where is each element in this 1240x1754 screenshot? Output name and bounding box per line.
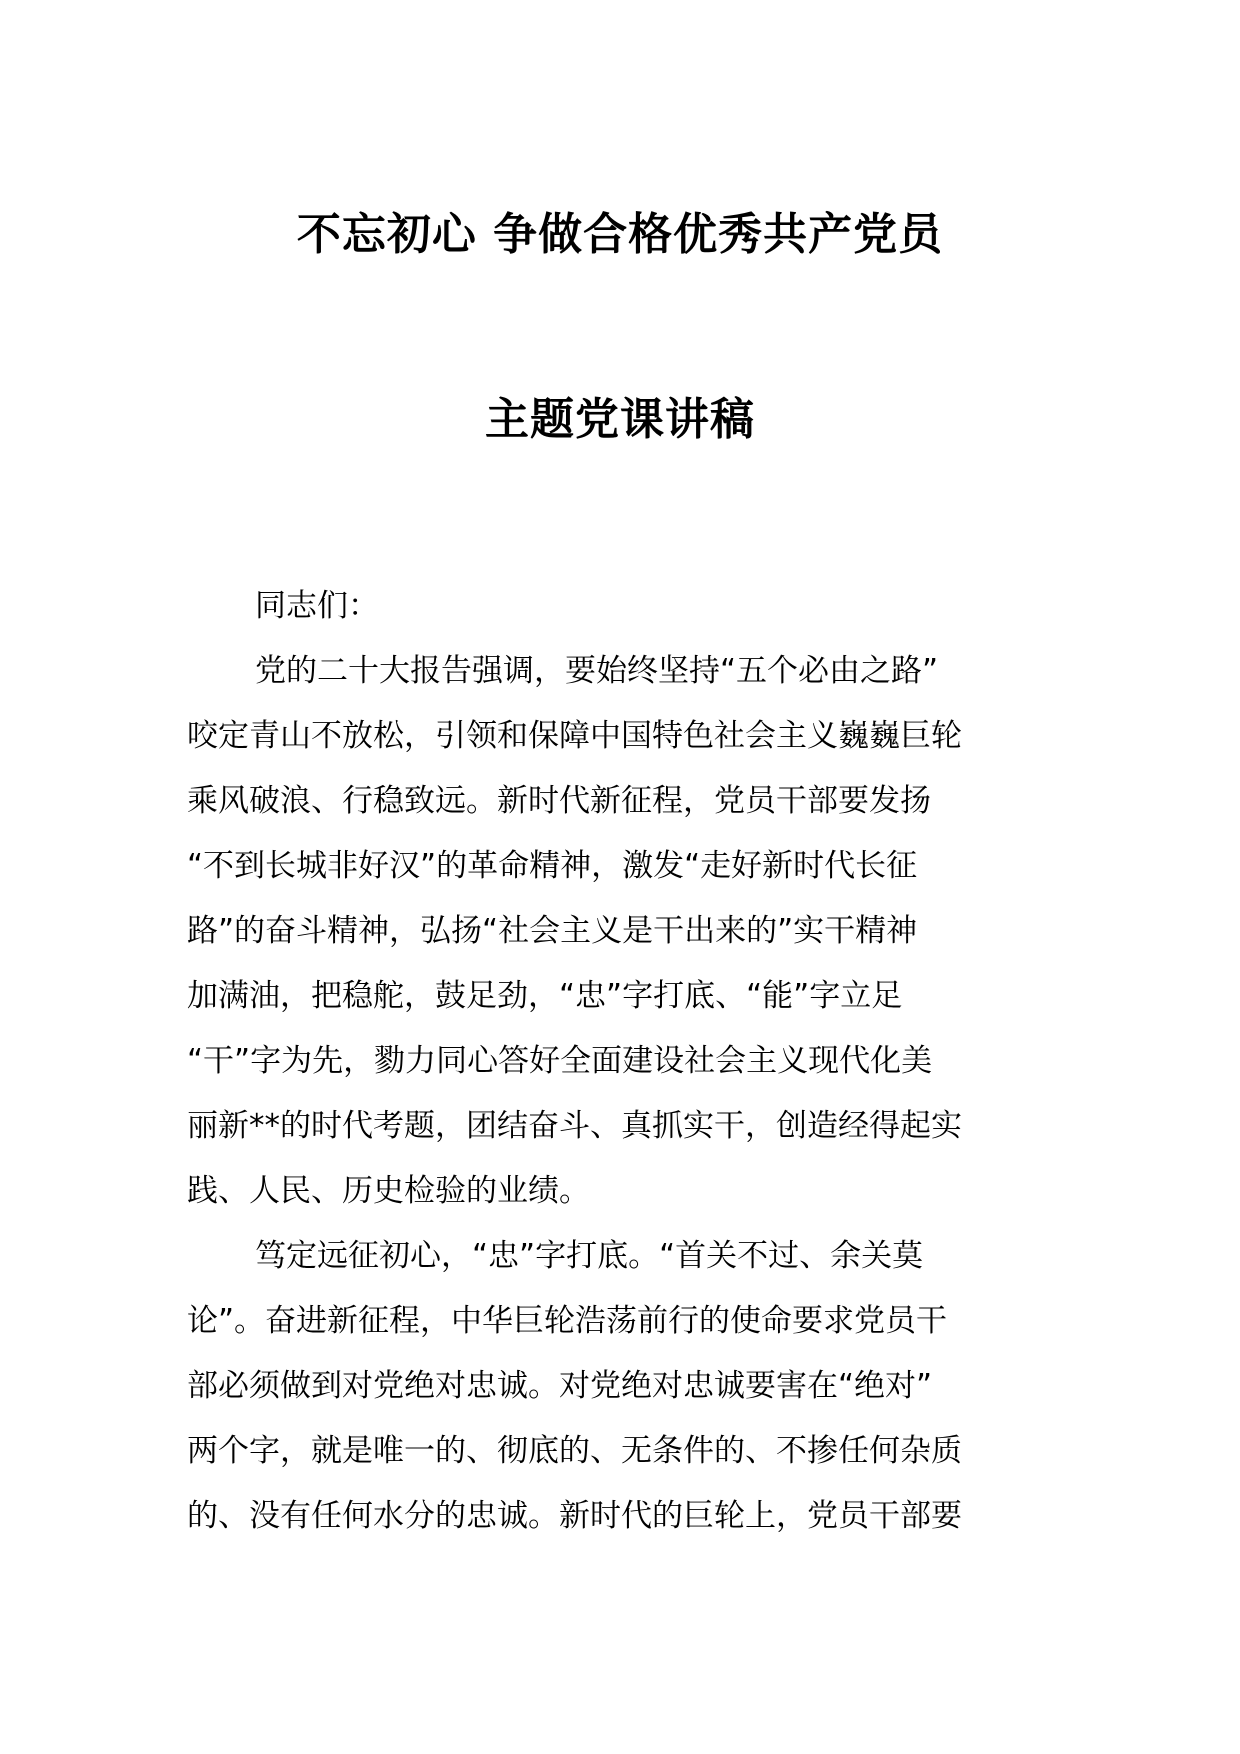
document-title: 不忘初心 争做合格优秀共产党员	[296, 209, 944, 260]
document-subtitle: 主题党课讲稿	[485, 394, 755, 445]
paragraph-2: 笃定远征初心，“忠”字打底。“首关不过、余关莫 论”。奋进新征程，中华巨轮浩荡前行的使命要求党员干 部必须做到对党绝对忠诚。对党绝对忠诚要害在“绝对” 两个字，就是唯一的、彻底的、无条件的、不掺任何杂质 的、没有任何水分的忠诚。新时代的巨轮上，党员干部要	[187, 1238, 962, 1534]
salutation: 同志们：	[255, 588, 379, 624]
document-body	[187, 574, 1053, 1549]
paragraph-1: 党的二十大报告强调，要始终坚持“五个必由之路” 咬定青山不放松，引领和保障中国特色社会主义巍巍巨轮 乘风破浪、行稳致远。新时代新征程，党员干部要发扬 “不到长城非好汉”的革命精神，激发“走好新时代长征 路”的奋斗精神，弘扬“社会主义是干出来的”实干精神 加满油，把稳舵，鼓足劲，“忠”字打底、“能”字立足 “干”字为先，勠力同心答好全面建设社会主义现代化美 丽新**的时代考题，团结奋斗、真抓实干，创造经得起实 践、人民、历史检验的业绩。	[187, 653, 962, 1209]
